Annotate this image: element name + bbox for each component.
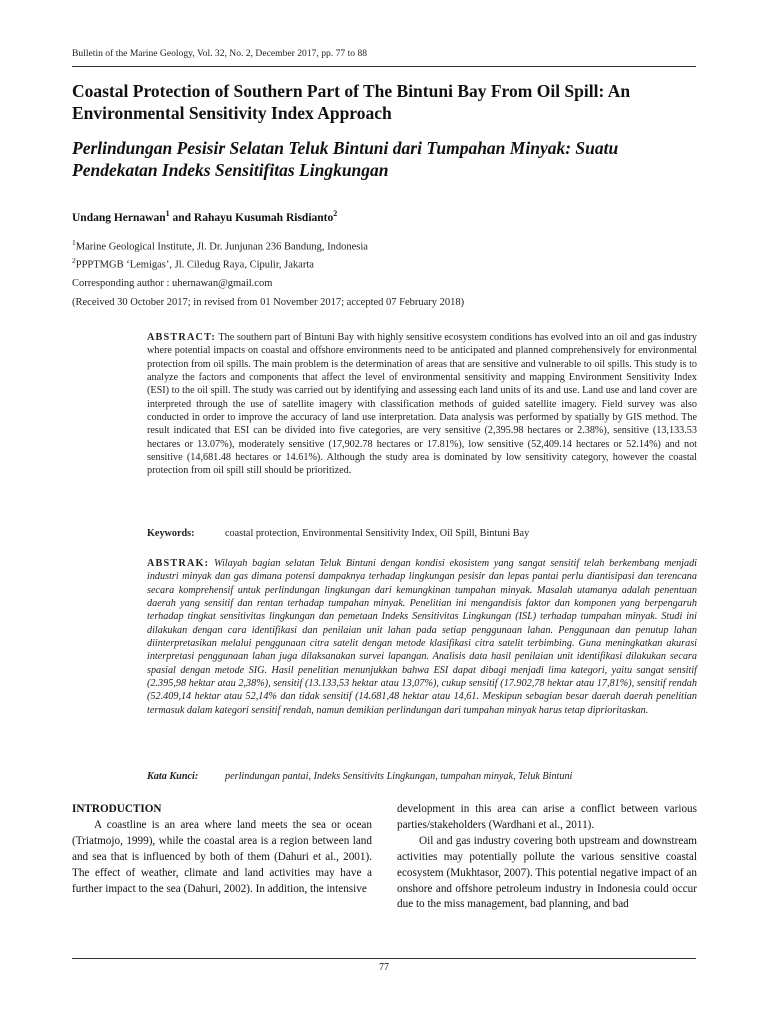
author-list [72,209,337,224]
abstract-label: ABSTRACT: [147,332,216,343]
kata-kunci-label: Kata Kunci: [147,771,199,782]
author-superscript: 1 [165,209,170,218]
abstrak-text: Wilayah bagian selatan Teluk Bintuni dengan kondisi ekosistem yang sangat sensitif telah berkembang menjadi industri minyak dan gas dimana potensi dampaknya terhadap lingkungan pesisir dan lepas pantai perlu diantisipasi dan terencana secara komprehensif untuk perlindungan lingkungan dari kemungkinan tumpahan minyak. Masalah utamanya adalah penentuan daerah yang sensitif dan rentan terhadap tumpahan minyak. Penelitian ini mengandisis faktor dan komponen yang berpengaruh terhadap tingkat sensitivitas lingkungan dan pemetaan Indeks Sensitivitas Lingkungan (ISL) terhadap tumpahan minyak. Studi ini dilakukan dengan cara identifikasi dan penilaian unit lahan pada setiap penggunaan lahan. Penggunaan dan penutup lahan diinterpretasikan melalui penggunaan citra satelit dengan metode klasifikasi citra satelit terbimbing. Guna meningkatkan akurasi interpretasi penggunaan lahan juga dilaksanakan survei lapangan. Analisis data hasil penilaian unit identifikasi dilakukan secara spasial dengan metode SIG. Hasil penelitian menunjukkan bahwa ESI dapat dibagi menjadi lima kategori, yaitu sangat sensitif (2.395,98 hektar atau 2,38%), sensitif (13.133,53 hektar atau 13,07%), cukup sensitif (17.902,78 hektar atau 17,81%), sensitif rendah (52.409,14 hektar atau 52,14% dan tidak sensitif (14.681,48 hektar atau 14,61. Meskipun sebagian besar daerah daerah penelitian termasuk dalam kategori sensitif rendah, namun demikian perlindungan dari tumpahan minyak harus tetap diprioritaskan. [147,558,698,716]
author-name: Undang Hernawan [72,211,166,224]
keywords-indonesian [147,771,707,782]
header-rule [72,66,696,67]
affiliation-superscript: 1 [72,238,76,247]
received-dates: (Received 30 October 2017; in revised from 01 November 2017; accepted 07 February 2018) [72,297,465,308]
affiliation-text: PPPTMGB ‘Lemigas’, Jl. Ciledug Raya, Cipulir, Jakarta [75,259,314,271]
article-title-indonesian: Perlindungan Pesisir Selatan Teluk Bintuni dari Tumpahan Minyak: Suatu Pendekatan Indeks Sensitifitas Lingkungan [72,138,619,180]
affiliation-superscript: 2 [72,256,76,265]
body-paragraph: Oil and gas industry covering both upstream and downstream activities may potentially pollute the various sensitive coastal ecosystem (Mukhtasor, 2007). This potential negative impact of an onshore and offshore petroleum industry in Indonesia could occur due to the miss management, bad planning, and bad [397,834,697,911]
body-paragraph: development in this area can arise a conflict between various parties/stakeholders (Wardhani et al., 2011). [397,803,697,831]
author-name: Rahayu Kusumah Risdianto [193,211,334,224]
keywords-text: coastal protection, Environmental Sensitivity Index, Oil Spill, Bintuni Bay [225,528,530,539]
body-paragraph: A coastline is an area where land meets the sea or ocean (Triatmojo, 1999), while the coastal area is a region between land and sea that is influenced by both of them (Dahuri et al., 2001). The effect of weather, climate and land activities may have a further impact to the sea (Dahuri, 2002). In addition, the intensive [72,818,372,895]
body-column-right [397,802,697,913]
affiliation-2 [72,256,314,271]
abstract-indonesian [147,557,697,717]
affiliation-1 [72,238,368,253]
section-heading-introduction: INTRODUCTION [72,803,162,815]
kata-kunci-text: perlindungan pantai, Indeks Sensitivits Lingkungan, tumpahan minyak, Teluk Bintuni [225,771,573,782]
page-number: 77 [379,962,389,973]
keywords-label: Keywords: [147,528,195,539]
journal-citation: Bulletin of the Marine Geology, Vol. 32, No. 2, December 2017, pp. 77 to 88 [72,48,368,59]
corresponding-author: Corresponding author : uhernawan@gmail.com [72,278,273,289]
author-superscript: 2 [333,209,338,218]
author-conjunction: and [169,211,194,224]
body-column-left [72,802,372,897]
footer-rule [72,958,696,959]
article-title-english: Coastal Protection of Southern Part of The Bintuni Bay From Oil Spill: An Environmental Sensitivity Index Approach [72,81,631,123]
abstrak-label: ABSTRAK: [147,558,210,569]
affiliation-text: Marine Geological Institute, Jl. Dr. Junjunan 236 Bandung, Indonesia [75,241,368,253]
keywords-english [147,528,707,539]
abstract-text: The southern part of Bintuni Bay with highly sensitive ecosystem conditions has evolved into an oil and gas industry where potential impacts on coastal and offshore environments need to be anticipated and planned comprehensively for environmental protection from oil spills. The main problem is the determination of areas that are sensitive and vulnerable to oil spills. This study is to analyze the factors and components that affect the level of environmental sensitivity and mapping Environment Sensitivity Index (ESI) to the oil spill. The study was carried out by identifying and assessing each land units of its and use. Land use and land cover are interpreted through the use of satellite imagery with classification methods of guided satellite imagery. Field survey was also conducted in order to improve the accuracy of land use interpretation. Data analysis was performed by spatially by GIS method. The result indicated that ESI can be divided into five categories, are very sensitive (2,395.98 hectares or 2.38%), sensitive (13,133.53 hectares or 13.07%), moderately sensitive (17,902.78 hectares or 17.81%), low sensitive (52,409.14 hectares or 52.14%) and not sensitive (14,681.48 hectares or 14.61%). Although the study area is dominated by low sensitivity category, however the coastal protection from oil spill still should be prioritized. [147,332,697,477]
abstract-english [147,331,697,478]
